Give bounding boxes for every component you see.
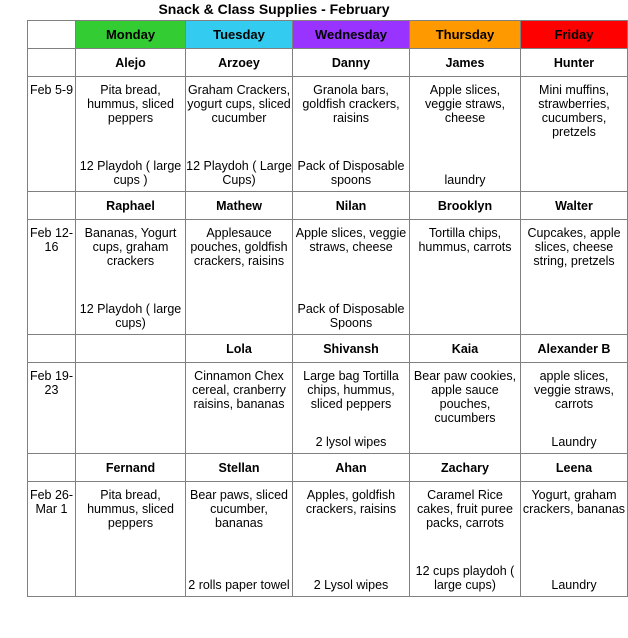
snack-cell — [186, 77, 293, 192]
week-content-row — [28, 220, 628, 335]
snack-cell-content — [410, 220, 520, 334]
week-dates-cell — [28, 77, 76, 192]
snack-items: Granola bars, goldfish crackers, raisins — [302, 83, 400, 125]
supply-items: 2 Lysol wipes — [313, 578, 389, 592]
student-name — [76, 335, 186, 363]
student-name: Ahan — [293, 454, 410, 482]
day-header-row — [28, 21, 628, 49]
student-name: Walter — [521, 192, 628, 220]
student-name-row — [28, 454, 628, 482]
snack-items: Pita bread, hummus, sliced peppers — [87, 83, 174, 125]
snack-items: Cinnamon Chex cereal, cranberry raisins, bananas — [192, 369, 286, 411]
supply-items: Pack of Disposable Spoons — [297, 302, 405, 330]
student-name: Raphael — [76, 192, 186, 220]
supply-items: Laundry — [551, 435, 597, 449]
student-name: Shivansh — [293, 335, 410, 363]
student-name: Mathew — [186, 192, 293, 220]
week-content-row — [28, 482, 628, 597]
page-title: Snack & Class Supplies - February — [158, 1, 390, 17]
snack-cell — [186, 482, 293, 597]
student-name: Nilan — [293, 192, 410, 220]
week-dates: Feb 19-23 — [29, 369, 74, 397]
snack-items: Apple slices, veggie straws, cheese — [295, 226, 407, 254]
snack-cell — [186, 220, 293, 335]
snack-cell-content — [76, 220, 185, 334]
supply-items: 12 Playdoh ( large cups) — [79, 302, 182, 330]
supply-items: 12 Playdoh ( large cups ) — [79, 159, 182, 187]
snack-cell-content — [76, 482, 185, 596]
snack-items: Apples, goldfish crackers, raisins — [305, 488, 397, 516]
snack-items: Bear paws, sliced cucumber, bananas — [190, 488, 288, 530]
snack-items — [76, 363, 185, 369]
snack-cell — [521, 482, 628, 597]
snack-items: Yogurt, graham crackers, bananas — [522, 488, 626, 516]
day-header: Friday — [521, 21, 628, 49]
week-dates: Feb 26- Mar 1 — [29, 488, 74, 516]
supply-items: 2 lysol wipes — [315, 435, 387, 449]
week-dates: Feb 12-16 — [29, 226, 74, 254]
snack-items: Mini muffins, strawberries, cucumbers, pretzels — [538, 83, 610, 139]
student-name: Fernand — [76, 454, 186, 482]
day-header: Monday — [76, 21, 186, 49]
snack-cell-content — [410, 363, 520, 453]
snack-cell-content — [293, 220, 409, 334]
snack-cell — [521, 220, 628, 335]
snack-cell-content — [76, 77, 185, 191]
snack-items: apple slices, veggie straws, carrots — [534, 369, 614, 411]
snack-cell — [76, 482, 186, 597]
student-name: Alexander B — [521, 335, 628, 363]
snack-cell — [76, 77, 186, 192]
student-name: Zachary — [410, 454, 521, 482]
snack-cell — [293, 220, 410, 335]
snack-cell-content — [186, 77, 292, 191]
week-dates-cell — [28, 482, 76, 597]
supply-items: 2 rolls paper towel — [188, 578, 290, 592]
student-name-row — [28, 49, 628, 77]
supply-items: 12 Playdoh ( Large Cups) — [186, 159, 292, 187]
day-header: Tuesday — [186, 21, 293, 49]
week-dates: Feb 5-9 — [29, 83, 74, 97]
snack-cell-content — [521, 363, 627, 453]
snack-items: Large bag Tortilla chips, hummus, sliced peppers — [303, 369, 399, 411]
supply-items: 12 cups playdoh ( large cups) — [415, 564, 515, 592]
snack-cell-content — [186, 482, 292, 596]
student-name-row — [28, 192, 628, 220]
week-content-row — [28, 363, 628, 454]
student-name: Kaia — [410, 335, 521, 363]
snack-cell — [76, 363, 186, 454]
snack-items: Tortilla chips, hummus, carrots — [418, 226, 512, 254]
student-name: Lola — [186, 335, 293, 363]
snack-cell-content — [521, 482, 627, 596]
blank-cell — [28, 49, 76, 77]
snack-cell-content — [521, 220, 627, 334]
snack-cell — [521, 363, 628, 454]
snack-cell — [410, 220, 521, 335]
snack-items: Caramel Rice cakes, fruit puree packs, carrots — [417, 488, 513, 530]
student-name: Brooklyn — [410, 192, 521, 220]
snack-cell-content — [293, 77, 409, 191]
snack-cell — [293, 482, 410, 597]
snack-cell — [293, 77, 410, 192]
student-name: Hunter — [521, 49, 628, 77]
student-name: James — [410, 49, 521, 77]
snack-cell-content — [76, 363, 185, 453]
week-dates-cell — [28, 363, 76, 454]
snack-items: Graham Crackers, yogurt cups, sliced cucumber — [187, 83, 291, 125]
student-name: Leena — [521, 454, 628, 482]
snack-cell — [76, 220, 186, 335]
snack-cell-content — [521, 77, 627, 191]
week-content-row — [28, 77, 628, 192]
snack-items: Apple slices, veggie straws, cheese — [425, 83, 505, 125]
snack-items: Bananas, Yogurt cups, graham crackers — [84, 226, 177, 268]
student-name: Alejo — [76, 49, 186, 77]
snack-items: Cupcakes, apple slices, cheese string, pretzels — [527, 226, 621, 268]
snack-cell-content — [186, 220, 292, 334]
blank-cell — [28, 335, 76, 363]
snack-cell — [410, 482, 521, 597]
snack-cell-content — [410, 482, 520, 596]
snack-cell — [521, 77, 628, 192]
snack-cell-content — [410, 77, 520, 191]
supply-items: Pack of Disposable spoons — [297, 159, 405, 187]
schedule-table — [27, 20, 628, 597]
snack-cell — [293, 363, 410, 454]
week-dates-cell — [28, 220, 76, 335]
corner-cell — [28, 21, 76, 49]
blank-cell — [28, 192, 76, 220]
student-name: Stellan — [186, 454, 293, 482]
supply-items: laundry — [444, 173, 486, 187]
student-name: Danny — [293, 49, 410, 77]
day-header: Wednesday — [293, 21, 410, 49]
day-header: Thursday — [410, 21, 521, 49]
snack-items: Pita bread, hummus, sliced peppers — [87, 488, 174, 530]
snack-cell — [186, 363, 293, 454]
supply-items: Laundry — [551, 578, 597, 592]
snack-cell-content — [293, 482, 409, 596]
snack-cell — [410, 363, 521, 454]
snack-cell-content — [186, 363, 292, 453]
snack-items: Applesauce pouches, goldfish crackers, raisins — [190, 226, 288, 268]
snack-cell — [410, 77, 521, 192]
student-name: Arzoey — [186, 49, 293, 77]
student-name-row — [28, 335, 628, 363]
blank-cell — [28, 454, 76, 482]
snack-items: Bear paw cookies, apple sauce pouches, cucumbers — [413, 369, 517, 425]
snack-cell-content — [293, 363, 409, 453]
